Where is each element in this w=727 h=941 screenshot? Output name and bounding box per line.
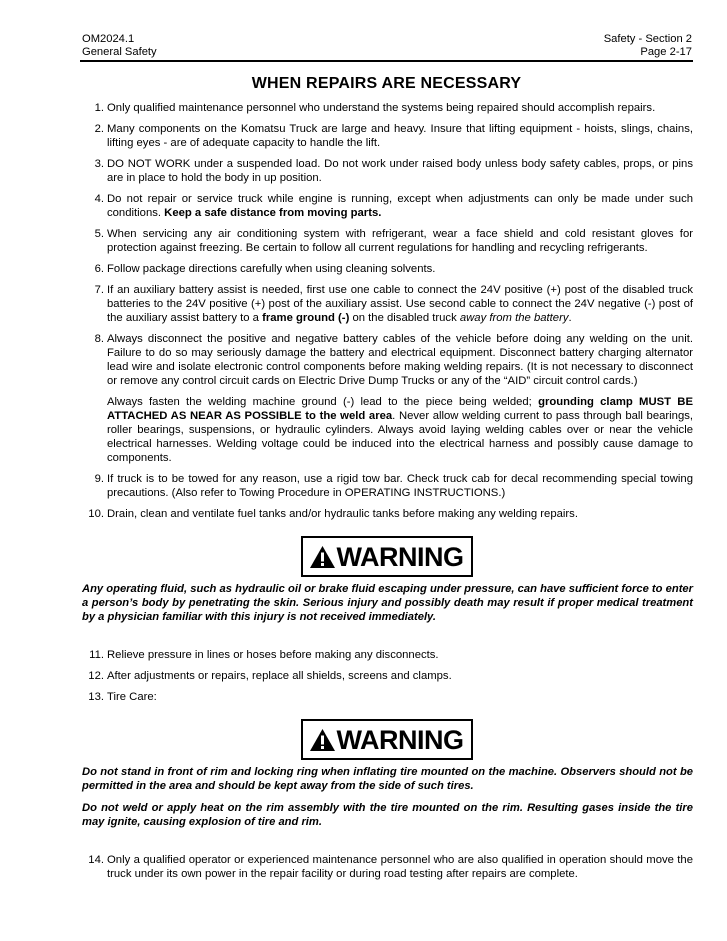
item-text: [107, 690, 693, 704]
item-number: 11.: [89, 649, 104, 661]
list-item: [80, 332, 693, 465]
item-text: [107, 507, 693, 521]
warning-block-1: [80, 536, 693, 577]
page-number: Page 2-17: [640, 46, 692, 58]
item-text: [107, 157, 693, 185]
text-run: . Never allow welding current to pass through ball bearings, roller bearings, suspensions, or hydraulic cylinders. Always avoid laying welding cables over or near the vehicle electrical harnesses. Welding voltage could be induced into the electrical harness and possibly cause damage to components.: [107, 410, 694, 464]
item-number: 14.: [88, 854, 104, 866]
text-run: .: [568, 312, 572, 324]
item-number: 9.: [94, 473, 104, 485]
text-run: Follow package directions carefully when using cleaning solvents.: [107, 263, 436, 275]
text-run: Keep a safe distance from moving parts.: [164, 207, 382, 219]
item-number: 1.: [94, 102, 104, 114]
item-text: [107, 283, 693, 325]
list-item: [80, 122, 693, 150]
header-rule: [80, 60, 693, 62]
text-run: away from the battery: [459, 312, 569, 324]
warning-block-2: [80, 719, 693, 760]
text-run: Only qualified maintenance personnel who understand the systems being repaired should accomplish repairs.: [107, 102, 656, 114]
header-right: [604, 33, 692, 59]
item-number: 2.: [94, 123, 104, 135]
spacer: [80, 632, 693, 648]
text-run: grounding clamp MUST BE ATTACHED AS NEAR AS POSSIBLE to the weld area: [107, 396, 693, 422]
item-number: 10.: [88, 508, 104, 520]
list-item: [80, 690, 693, 704]
warning-label-box: [301, 536, 473, 577]
list-item: [80, 648, 693, 662]
list-item: [80, 283, 693, 325]
item-number: 7.: [94, 284, 104, 296]
item-text: [107, 648, 693, 662]
list-item: [80, 157, 693, 185]
text-run: frame ground (-): [262, 312, 350, 324]
doc-id: OM2024.1: [82, 33, 135, 45]
page-title: WHEN REPAIRS ARE NECESSARY: [251, 75, 522, 92]
list-item: [80, 507, 693, 521]
repair-list-1: [80, 101, 693, 521]
list-item: [80, 853, 693, 881]
item-number: 13.: [88, 691, 104, 703]
list-item: [80, 192, 693, 220]
warning-text-rim: Do not stand in front of rim and locking ring when inflating tire mounted on the machine. Observers should not be permitted in the area and should be kept away from the side of such tires.: [82, 766, 693, 792]
item-text: [107, 122, 693, 150]
warning-text-weld: Do not weld or apply heat on the rim assembly with the tire mounted on the rim. Resulting gases inside the tire may ignite, causing explosion of tire and rim.: [82, 802, 693, 828]
item-text: [107, 332, 693, 388]
repair-list-3: [80, 853, 693, 881]
warning-label-box: [301, 719, 473, 760]
text-run: Always disconnect the positive and negative battery cables of the vehicle before doing any welding on the unit. Failure to do so may seriously damage the battery and electrical equipment. Disconnect battery charging alternator lead wire and isolate electronic control components before making welding repairs. (It is not necessary to disconnect or remove any control circuit cards on Electric Drive Dump Trucks or any of the “AID” circuit control cards.): [107, 333, 693, 387]
text-run: When servicing any air conditioning system with refrigerant, wear a face shield and cold resistant gloves for protection against freezing. Be certain to follow all current regulations for handling and recycling refrigerants.: [107, 228, 693, 254]
text-run: If truck is to be towed for any reason, use a rigid tow bar. Check truck cab for decal recommending special towing precautions. (Also refer to Towing Procedure in OPERATING INSTRUCTIONS.): [107, 473, 693, 499]
repair-list-2: [80, 648, 693, 704]
text-run: Relieve pressure in lines or hoses before making any disconnects.: [107, 649, 439, 661]
text-run: DO NOT WORK under a suspended load. Do not work under raised body unless body safety cables, props, or pins are in place to hold the body in up position.: [107, 158, 693, 184]
list-item: [80, 101, 693, 115]
list-item: [80, 472, 693, 500]
item-number: 8.: [94, 333, 104, 345]
text-run: Always fasten the welding machine ground (-) lead to the piece being welded;: [107, 396, 539, 408]
section-name: Safety - Section 2: [603, 33, 692, 45]
list-item: [80, 262, 693, 276]
text-run: If an auxiliary battery assist is needed, first use one cable to connect the 24V positive (+) post of the disabled truck batteries to the 24V positive (+) post of the auxiliary assist. Use second cable to connect the 24V negative (-) post of the auxiliary assist battery to a: [107, 284, 693, 324]
list-item: [80, 669, 693, 683]
chapter-name: General Safety: [82, 46, 157, 58]
warning-label-text: WARNING: [336, 725, 464, 755]
text-run: Tire Care:: [107, 691, 157, 703]
item-text: [107, 853, 693, 881]
item-text: [107, 472, 693, 500]
item-text: [107, 192, 693, 220]
item-number: 4.: [94, 193, 104, 205]
header-left: [82, 33, 157, 59]
text-run: Only a qualified operator or experienced maintenance personnel who are also qualified in operation should move the truck under its own power in the repair facility or during road testing after repairs are complete.: [107, 854, 693, 880]
text-run: Do not repair or service truck while engine is running, except when adjustments can only be made under such conditions.: [107, 193, 693, 219]
item-number: 6.: [94, 263, 104, 275]
text-run: on the disabled truck: [349, 312, 460, 324]
item-text: [107, 101, 693, 115]
warning-triangle-icon: [309, 728, 336, 752]
warning-text-fluid: Any operating fluid, such as hydraulic oil or brake fluid escaping under pressure, can have sufficient force to enter a person’s body by penetrating the skin. Serious injury and possibly death may result if proper medical treatment by a physician familiar with this injury is not received immediately.: [82, 583, 693, 623]
item-text: [107, 262, 693, 276]
item-text: [107, 227, 693, 255]
warning-triangle-icon: [309, 545, 336, 569]
item-number: 3.: [94, 158, 104, 170]
item-number: 5.: [94, 228, 104, 240]
item-number: 12.: [88, 670, 104, 682]
text-run: Many components on the Komatsu Truck are large and heavy. Insure that lifting equipment - hoists, slings, chains, lifting eyes - are of adequate capacity to handle the lift.: [107, 123, 693, 149]
item-text: [107, 669, 693, 683]
list-item: [80, 227, 693, 255]
item-text-continued: [107, 395, 693, 465]
text-run: Drain, clean and ventilate fuel tanks and/or hydraulic tanks before making any welding repairs.: [107, 508, 578, 520]
text-run: After adjustments or repairs, replace all shields, screens and clamps.: [107, 670, 452, 682]
content: [80, 101, 693, 888]
spacer: [80, 837, 693, 853]
warning-label-text: WARNING: [336, 542, 464, 572]
